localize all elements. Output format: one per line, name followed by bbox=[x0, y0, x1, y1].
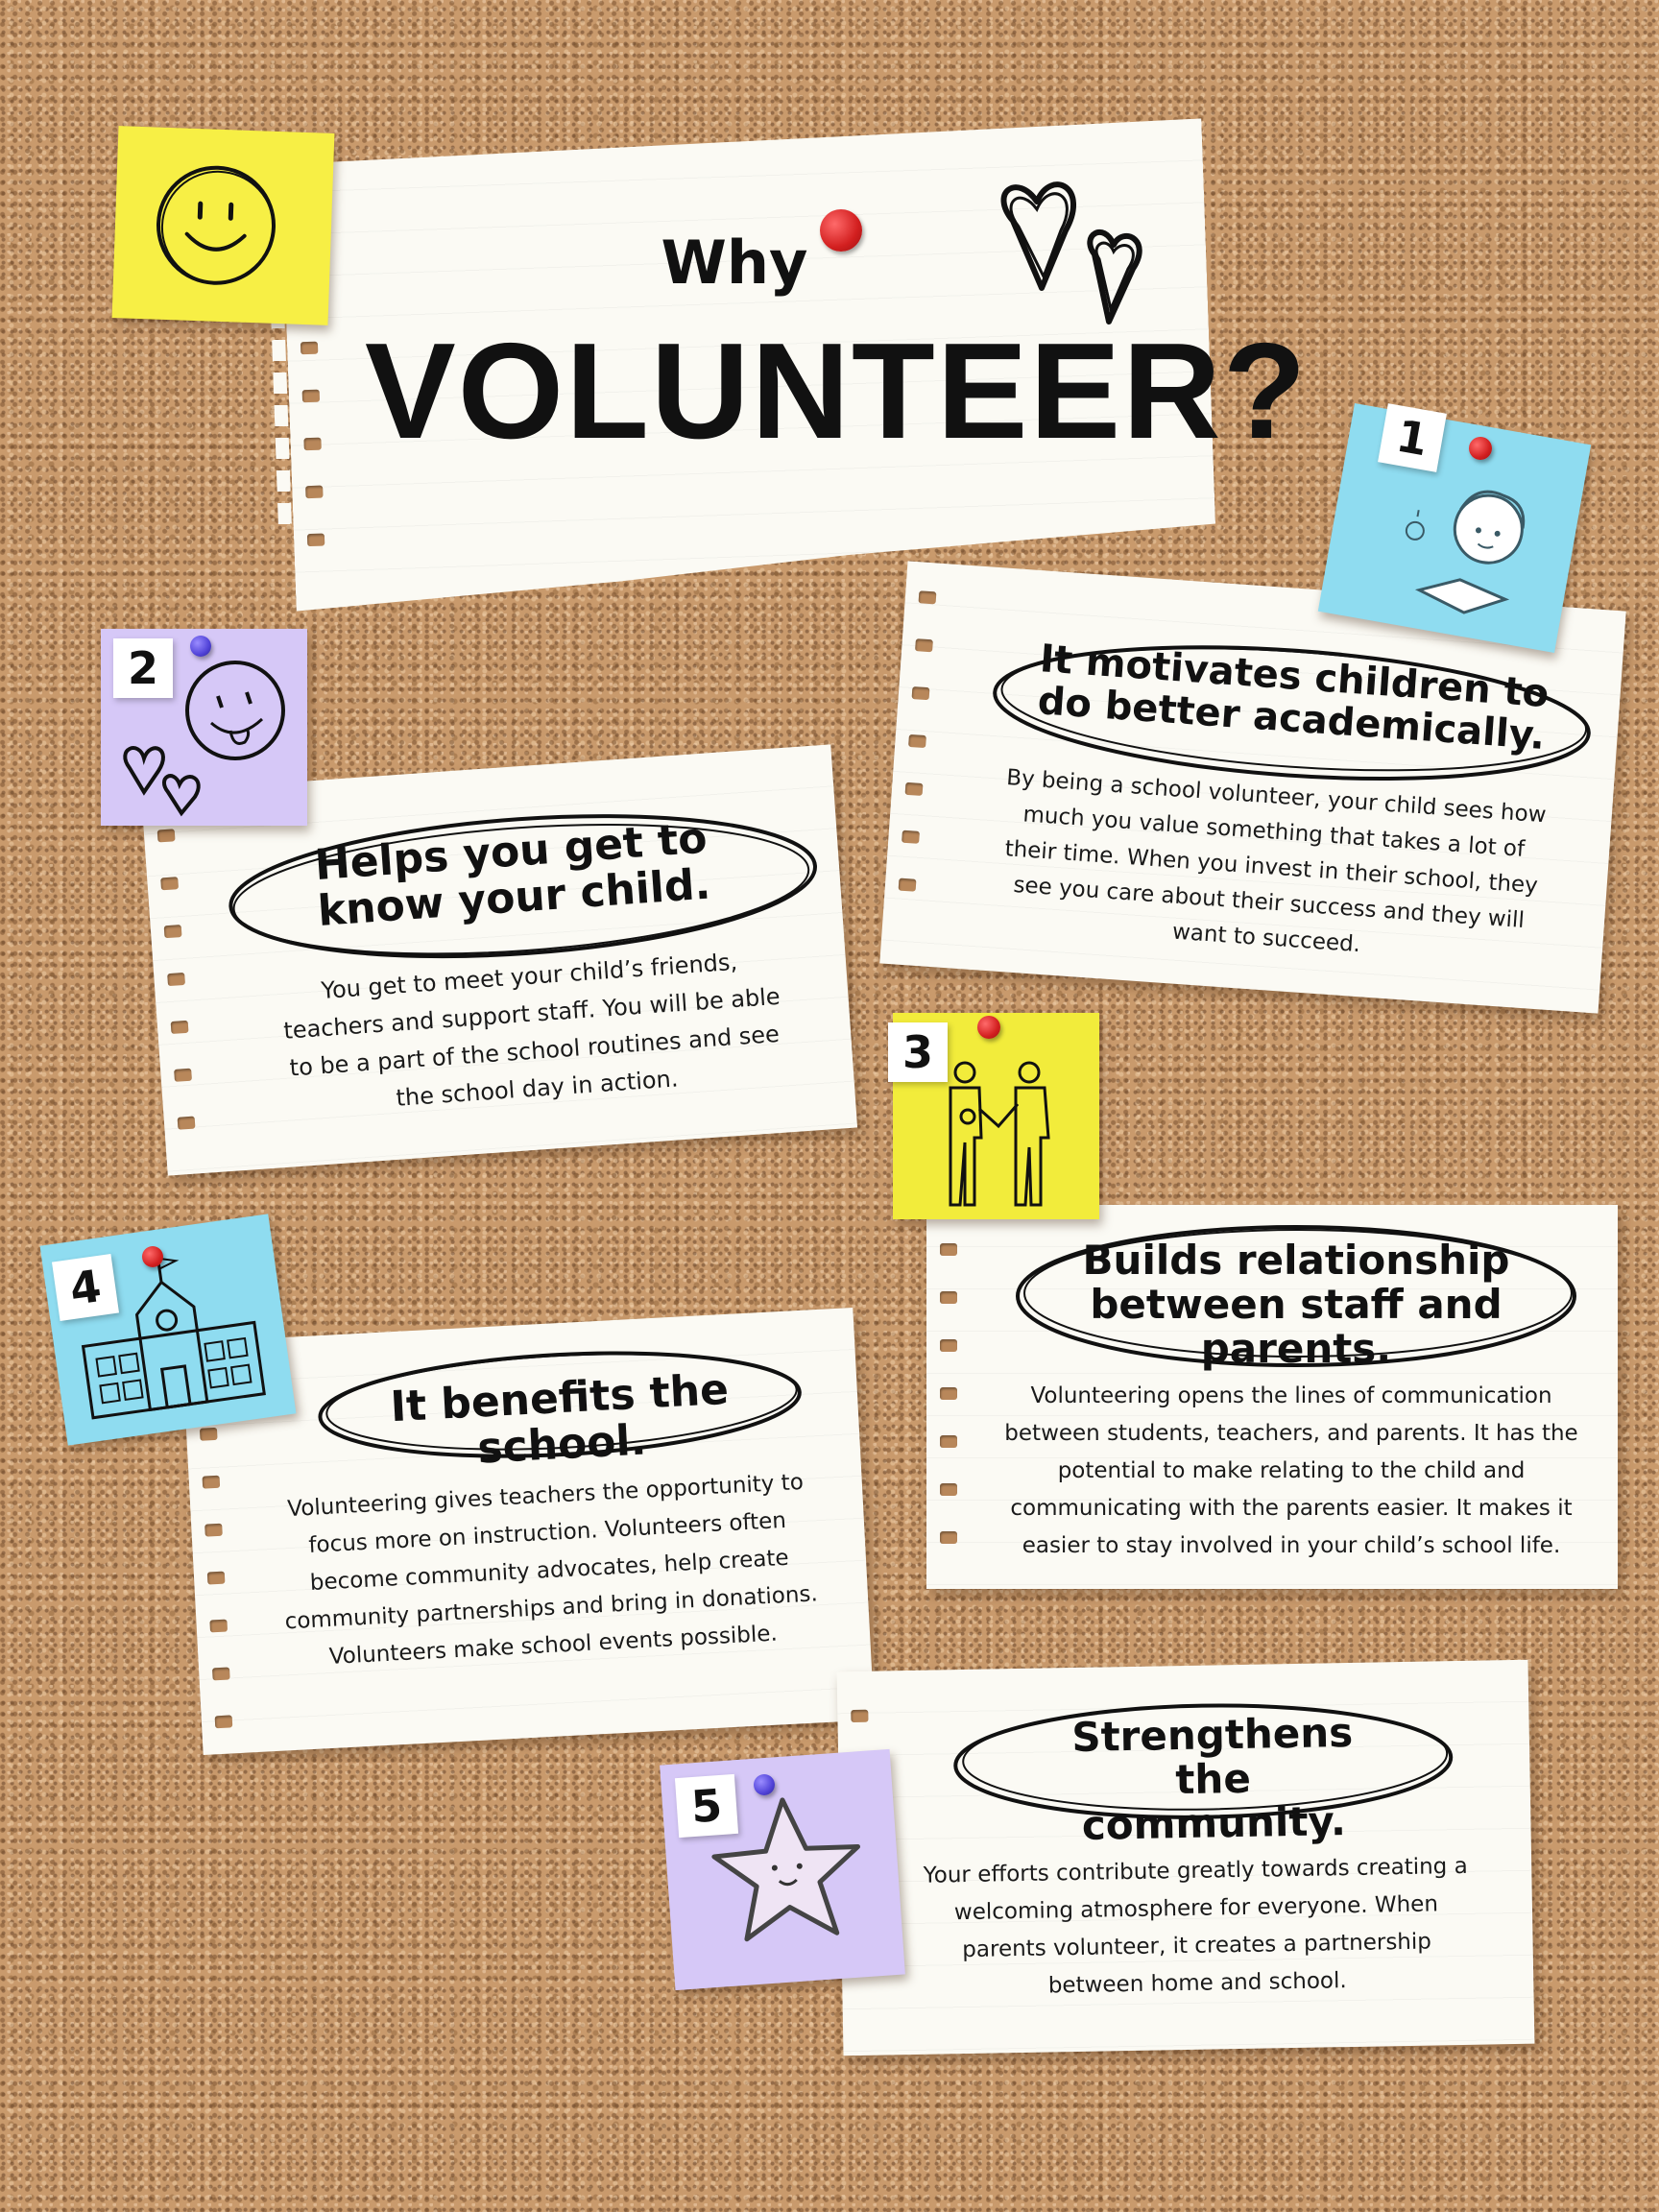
card-5-number: 5 bbox=[675, 1774, 738, 1838]
blue-pin-icon bbox=[754, 1774, 775, 1795]
red-pin-icon bbox=[977, 1016, 1000, 1039]
red-pin-icon bbox=[1469, 437, 1492, 460]
blue-pin-icon bbox=[190, 636, 211, 657]
card-4-number: 4 bbox=[52, 1254, 119, 1321]
red-pin-icon bbox=[142, 1246, 163, 1267]
card-4-body: Volunteering gives teachers the opportunity to focus more on instruction. Volunteers often become community advocates, help create community partnerships and bring in donations. Volunteers make school events possible. bbox=[284, 1469, 819, 1671]
card-2-number: 2 bbox=[113, 638, 173, 698]
card-5-heading: Strengthens the community. bbox=[1070, 1708, 1354, 1850]
card-2-heading: Helps you get to know your child. bbox=[313, 813, 712, 937]
card-3-number: 3 bbox=[888, 1022, 948, 1082]
card-1-sticky-note bbox=[1318, 403, 1591, 653]
card-5-body: Your efforts contribute greatly towards creating a welcoming atmosphere for everyone. When parents volunteer, it creates a partnership between home and school. bbox=[923, 1853, 1468, 1999]
card-4-sticky-note bbox=[40, 1214, 297, 1445]
child-reading-icon bbox=[1378, 461, 1563, 631]
paper-holes bbox=[940, 1205, 957, 1589]
card-3-body: Volunteering opens the lines of communication between students, teachers, and parents. It has the potential to make relating to the child and communicating with the parents easier. It makes it easier to stay involved in your child’s school life. bbox=[1004, 1383, 1578, 1558]
card-1-number: 1 bbox=[1378, 403, 1447, 472]
page-title: VOLUNTEER? bbox=[365, 315, 1309, 468]
paper-holes bbox=[893, 562, 938, 965]
card-5-paper bbox=[837, 1660, 1535, 2056]
family-handshake-icon bbox=[941, 1061, 1066, 1214]
title-small: Why bbox=[661, 228, 808, 298]
card-2-body: You get to meet your child’s friends, teachers and support staff. You will be able to be a part of the school routines and see the school day in action. bbox=[282, 948, 781, 1112]
card-1-body: By being a school volunteer, your child sees how much you value something that takes a lot of their time. When you invest in their school, they see you care about their success and they will want to succeed. bbox=[1003, 765, 1548, 958]
sticky-note-smiley bbox=[112, 126, 335, 325]
hearts-doodle-icon bbox=[984, 163, 1157, 336]
smiley-icon bbox=[142, 156, 291, 295]
card-4-heading: It benefits the school. bbox=[389, 1364, 731, 1474]
card-3-paper bbox=[926, 1205, 1618, 1589]
card-3-heading: Builds relationship between staff and parents. bbox=[1082, 1237, 1510, 1373]
paper-holes bbox=[155, 790, 199, 1174]
card-1-heading: It motivates children to do better academically. bbox=[1036, 637, 1551, 759]
